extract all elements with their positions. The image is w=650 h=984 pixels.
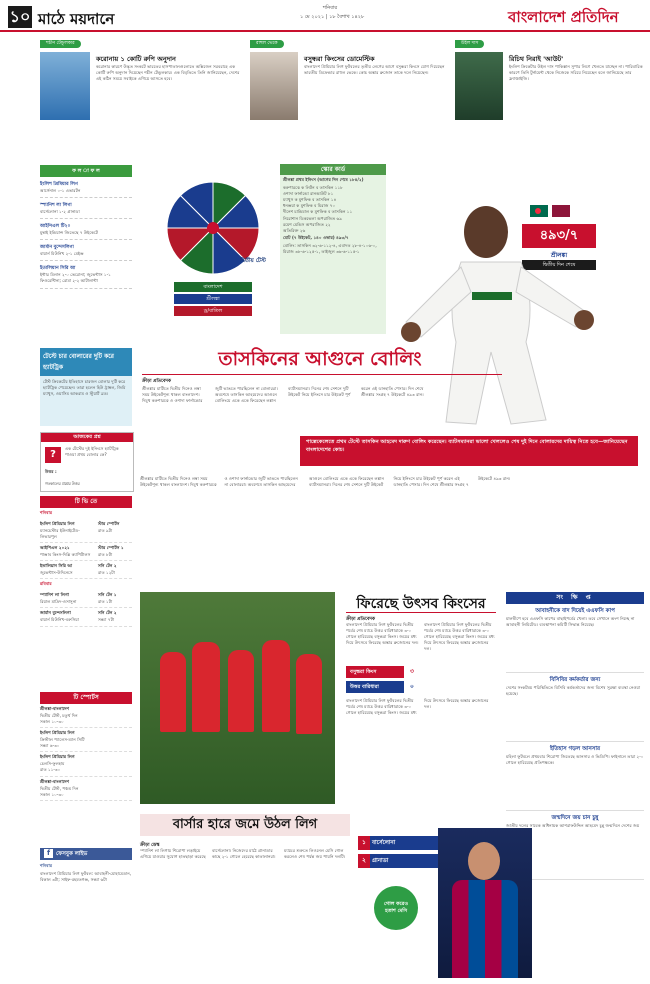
tv-day-label-2: রবিবার: [40, 581, 52, 587]
tsports-detail: ক্রিস্টাল প্যালেস-ম্যান সিটি: [40, 737, 85, 743]
result-text: আর্সেনাল ০-১ এভারটন: [40, 188, 81, 193]
short-body: জাতীয় দলের সাবেক অধিনায়ক আশরাফউদ্দিন আহমেদ চুন্নু জন্মদিনে দেশের জয়: [506, 823, 640, 828]
page-title: মাঠে ময়দানে: [38, 10, 115, 28]
scorecard-title: স্কোর কার্ড: [280, 164, 386, 175]
tv-league: আইপিএল ২০২১: [40, 545, 70, 551]
results-box: [40, 165, 132, 289]
tv-match: ম্যানচেস্টার ইউনাইটেড-লিভারপুল: [40, 528, 80, 540]
tsports-event: ইংলিশ প্রিমিয়ার লিগ: [40, 754, 75, 760]
tv-row: [40, 543, 132, 561]
facebook-icon: f: [44, 849, 53, 858]
barca-goal-badge: গোল করেও হতাশ মেসি: [374, 886, 418, 930]
facebook-title: [40, 848, 132, 860]
tsports-detail: দ্বিতীয় টেস্ট, পঞ্চম দিন: [40, 785, 79, 791]
tsports-event: শ্রীলঙ্কা-বাংলাদেশ: [40, 778, 70, 784]
tv-box: [40, 496, 132, 627]
tsports-title: টি স্পোর্টস: [40, 692, 132, 704]
barca-byline: ক্রীড়া ডেস্ক: [140, 843, 160, 848]
short-item: [506, 604, 644, 673]
barca-headline: বার্সার হারে জমে উঠল লিগ: [140, 814, 350, 836]
kings-body-cont: বাংলাদেশ প্রিমিয়ার লিগ ফুটবলের দ্বিতীয় পর্বের শেষ ম্যাচে উত্তর বারিধারাকে ৩-০ গোলে হারিয়েছে বসুন্ধরা কিংস। জয়ের মধ্য দিয়ে উৎসবে ফিরেছে অস্কার ব্রুজোনের দল।: [346, 698, 489, 716]
kings-team2: উত্তর বারিধারা: [346, 681, 420, 693]
tv-time: রাত ৮টা: [98, 552, 113, 558]
tsports-time: রাত ১১-৩০: [40, 767, 61, 773]
main-quote: পাল্লেকেলেতে প্রথম টেস্টে তাসকিন আহমেদ দারুণ বোলিং করেছেন। ব্যাটসম্যানরা ভালো খেললেও শেষ দুই দিনে বোলারদের দায়িত্ব নিতে হবে—জানিয়েছেন বাংলাদেশের কোচ।: [300, 436, 638, 466]
tv-match: বায়ার্ন মিউনিখ-বরুসিয়া: [40, 617, 79, 623]
facebook-day: শনিবার: [40, 863, 53, 868]
match-team: শ্রীলঙ্কা: [550, 252, 568, 259]
short-body: দেশের সংকটময় পরিস্থিতিতে বিসিবি কর্মকর্তাদের জন্য বিশেষ সুরক্ষা ব্যবস্থা নেওয়া হয়েছে।: [506, 685, 641, 697]
story-title: বসুন্ধরা কিংসের ডোমেস্টিক: [304, 55, 375, 63]
tv-match: রিয়াল মাদ্রিদ-ওসাসুনা: [40, 599, 77, 605]
kings-score1: ৩: [404, 666, 420, 678]
photo-rahul: [250, 52, 298, 120]
tv-left: [40, 545, 95, 558]
story-title: রিচিথ নিরাই 'আউট': [509, 55, 564, 63]
scorecard-box: [280, 164, 386, 334]
match-score: ৪৯৩/৭: [522, 224, 596, 248]
short-body: মহিলা ফুটবলে প্রথমবার শিরোপা জিতেছে আনসার ও ভিডিপি। ফাইনালে তারা ২-০ গোলে হারিয়েছে প্রতিপক্ষকে।: [506, 754, 644, 766]
results-title: ফ ল া ফ ল: [40, 165, 132, 177]
story-tag: রাহুল ভেকে: [250, 40, 284, 48]
kings-headline: ফিরেছে উৎসব কিংসের: [356, 596, 486, 612]
tv-league: স্প্যানিশ লা লিগা: [40, 592, 69, 598]
hattrick-body: টেস্ট ক্রিকেটের ইতিহাসে চারজন বোলার দুটি করে হ্যাটট্রিক পেয়েছেন। তারা হলেন হিউ ট্রাম্বল, জিমি ম্যাথুস, ওয়াসিম আকরাম ও স্টুয়ার্ট ব্রড।: [43, 379, 126, 397]
quiz-note: গতকালের প্রশ্নের উত্তর: [45, 481, 80, 486]
tsports-row: [40, 752, 132, 776]
tv-league: ইতালিয়ান সিরি আ: [40, 563, 73, 569]
pie-area: [144, 170, 282, 330]
tv-time: রাত ৯টা: [98, 528, 113, 533]
scorecard-line: ধনঞ্জয়া ক মুশফিক ব মিরাজ ৭০: [283, 203, 336, 209]
kings-rule: [346, 612, 496, 613]
result-item: [40, 198, 132, 219]
hattrick-box: [40, 348, 132, 426]
hattrick-title: টেস্টে চার বোলারের দুটি করে হ্যাটট্রিক: [40, 348, 132, 376]
quiz-answer-label: উত্তর :: [45, 469, 57, 474]
scorecard-line: রমেশ মেন্ডিস অপরাজিত ২২: [283, 221, 331, 227]
tv-channel: স্টার স্পোর্টস ১: [98, 545, 124, 551]
scorecard-lines: [280, 185, 386, 234]
result-heading: ইতালিয়ান সিরি আ: [40, 266, 76, 272]
result-text: মুম্বাই ইন্ডিয়ান্স জিতেছে ৭ উইকেটে: [40, 230, 98, 236]
tv-row: [40, 590, 132, 608]
tsports-list: [40, 704, 132, 801]
tsports-row: [40, 777, 132, 801]
tv-left: [40, 521, 95, 540]
newspaper-logo: বাংলাদেশ প্রতিদিন: [508, 8, 619, 26]
kings-body: বাংলাদেশ প্রিমিয়ার লিগ ফুটবলের দ্বিতীয় পর্বের শেষ ম্যাচে উত্তর বারিধারাকে ৩-০ গোলে হারিয়েছে বসুন্ধরা কিংস। জয়ের মধ্য দিয়ে উৎসবে ফিরেছে অস্কার ব্রুজোনের দল।: [346, 622, 419, 646]
tv-right: [98, 521, 132, 540]
scorecard-innings: শ্রীলঙ্কা প্রথম ইনিংস (আগের দিন শেষে ১৮৪/২): [283, 177, 364, 182]
result-text: ইন্টার মিলান ২-০ ভেরোনা; জুভেন্টাস ১-১ ফিওরেন্টিনা; রোমা ২-২ আটালান্টা: [40, 272, 111, 284]
short-item: [506, 673, 644, 742]
tsports-row: [40, 728, 132, 752]
short-heading: ইতিহাস গড়ল আনসার: [549, 746, 601, 752]
tv-right: [98, 592, 132, 605]
result-text: বায়ার্ন মিউনিখ ২-১ মেইঞ্জ: [40, 251, 84, 257]
headline-rule: [142, 374, 502, 375]
short-heading: আবাহনীকে বাদ দিয়েই এএফসি কাপ: [535, 608, 615, 614]
legend-draw: ড্র/বাতিল: [174, 306, 252, 316]
short-body: মালদ্বীপে হবে এএফসি কাপের বাছাইপর্বের খেলা। তবে সেখানে অংশ নিচ্ছে না আবাহনী লিমিটেড। ব্যবস্থাপনা কমিটি সিদ্ধান্ত নিয়েছে।: [506, 616, 635, 628]
scorecard-line: নিরোশান ডিকভেলা অপরাজিত ৬৯: [283, 215, 342, 221]
kings-score2: ০: [404, 681, 420, 693]
tsports-box: [40, 692, 132, 801]
tv-time: রাত ১২টা: [98, 570, 115, 576]
result-item: [40, 177, 132, 198]
scorecard-bowling: বোলিং: তাসকিন ৩২-৬-১১২-৪, এবাদত ২৮-৪-১০৬-০, মিরাজ ৩৮-৬-১২৫-১, তাইজুল ৩৬-৬-১১৫-১: [283, 242, 377, 255]
photo-tendulkar: [40, 52, 90, 120]
top-story-1: [40, 40, 245, 148]
tv-right: [98, 610, 132, 623]
tv-left: [40, 610, 95, 623]
tsports-time: সকাল ১০-৩০: [40, 791, 64, 797]
tv-league: জার্মান বুন্দেসলিগা: [40, 610, 71, 616]
facebook-box: [40, 848, 132, 883]
result-text: বার্সেলোনা ১-২ গ্রানাডা: [40, 209, 80, 215]
story-tag: উইল দাস: [455, 40, 484, 48]
tsports-time: সন্ধ্যা ৬-৩০: [40, 743, 60, 749]
main-headline: তাসকিনের আগুনে বোলিং: [218, 348, 422, 370]
tsports-time: সকাল ১০-৩০: [40, 719, 64, 725]
tv-list: [40, 519, 132, 627]
result-heading: জার্মান বুন্দেসলিগা: [40, 245, 74, 251]
main-body-cont: শ্রীলঙ্কার মাটিতে দ্বিতীয় দিনেও লম্বা সময় উইকেটশূন্য থাকল বাংলাদেশ। দিমুথ করুণারত্নে ও ওশাদা ফার্নান্ডোর জুটি ভাঙতে পারছিলেন না বোলাররা। অবশেষে তাসকিন আহমেদের আগুনে বোলিংয়ে একে একে ফিরেছেন লঙ্কান ব্যাটসম্যানরা। দিনের শেষ সেশনে দুটি উইকেট নিয়ে ইনিংসে চার উইকেট পূর্ণ করেন এই ডানহাতি পেসার। দিন শেষে শ্রীলঙ্কার সংগ্রহ ৭ উইকেটে ৪৯৩ রান।: [140, 476, 511, 488]
tv-league: ইংলিশ প্রিমিয়ার লিগ: [40, 521, 75, 526]
story-title: করোনায় ১ কোটি রুপি অনুদান: [96, 55, 176, 63]
top-story-3: [455, 40, 650, 148]
barca-team1: বার্সেলোনা: [358, 836, 446, 850]
tv-channel: স্টার স্পোর্টস: [98, 521, 120, 526]
tsports-row: [40, 704, 132, 728]
tv-day-label: শনিবার: [40, 510, 53, 515]
messi-photo: [438, 828, 532, 978]
tv-row: [40, 608, 132, 626]
short-item: [506, 742, 644, 811]
header-day: শনিবার: [322, 5, 338, 11]
tv-left: [40, 592, 95, 605]
tv-time: রাত ১টা: [98, 599, 113, 605]
story-tag: শচীন টেন্ডুলকার: [40, 40, 81, 48]
result-heading: ইংলিশ প্রিমিয়ার লিগ: [40, 182, 78, 187]
top-story-2: [250, 40, 450, 148]
tv-channel: সনি টেন ২: [98, 563, 117, 569]
header-date: ১ মে ২০২১ | ১৮ বৈশাখ ১৪২৮: [300, 14, 365, 20]
result-heading: স্প্যানিশ লা লিগা: [40, 203, 72, 209]
tv-match: পাঞ্জাব কিংস-দিল্লি ক্যাপিটালস: [40, 552, 91, 558]
tsports-event: ইংলিশ প্রিমিয়ার লিগ: [40, 730, 75, 736]
tv-row: [40, 519, 132, 543]
facebook-title-text: ফেসবুক লাইভ: [56, 851, 88, 857]
tsports-detail: দ্বিতীয় টেস্ট, চতুর্থ দিন: [40, 713, 78, 718]
story-body: বাংলাদেশ প্রিমিয়ার লিগ ফুটবলের তৃতীয় লেগের আগে বসুন্ধরা কিংসে যোগ দিয়েছেন ভারতীয় ডিফেন্ডার রাহুল ভেকে। কোচ অস্কার ব্রুজোন তাকে দলে নিয়েছেন।: [304, 64, 445, 76]
barca-score2: ২: [358, 854, 370, 868]
legend-bangladesh: বাংলাদেশ: [174, 282, 252, 292]
question-mark-icon: ?: [45, 447, 61, 463]
quiz-question: এক টেস্টের দুই ইনিংসে হ্যাটট্রিক পাওয়া প্রথম বোলার কে?: [65, 446, 119, 458]
cricket-ball-icon: [207, 222, 219, 234]
page-number: ১০: [9, 7, 31, 26]
short-heading: বিসিবির কর্মকর্তার জন্য: [549, 677, 601, 683]
tv-match: জুভেন্টাস-উদিনেসে: [40, 570, 73, 576]
tv-row: [40, 561, 132, 579]
kings-body-side: বাংলাদেশ প্রিমিয়ার লিগ ফুটবলের দ্বিতীয় পর্বের শেষ ম্যাচে উত্তর বারিধারাকে ৩-০ গোলে হারিয়েছে বসুন্ধরা কিংস। জয়ের মধ্য দিয়ে উৎসবে ফিরেছে অস্কার ব্রুজোনের দল।: [424, 622, 495, 652]
tv-time: সন্ধ্যা ৭টা: [98, 617, 115, 623]
main-byline: ক্রীড়া প্রতিবেদক: [142, 379, 171, 384]
tv-right: [98, 563, 132, 576]
pie-center-label: দ্বিতীয় টেস্ট: [240, 258, 266, 264]
tv-channel: সনি টেন ১: [98, 592, 117, 598]
results-list: [40, 177, 132, 289]
kings-team1: বসুন্ধরা কিংস: [346, 666, 420, 678]
scorecard-line: ওশাদা ফার্নান্ডো রানআউট ৮১: [283, 191, 334, 197]
tv-title: টি ভি তে: [40, 496, 132, 508]
result-item: [40, 261, 132, 288]
result-item: [40, 240, 132, 261]
kings-photo: [140, 592, 335, 804]
facebook-body: বাংলাদেশ প্রিমিয়ার লিগ ফুটবল: আবাহনী-মোহামেডান, বিকাল ৩টা; সাইফ-রহমতগঞ্জ, সন্ধ্যা ৬টা: [40, 871, 132, 883]
tv-left: [40, 563, 95, 576]
shorts-title: সং ক্ষি প্ত: [506, 592, 644, 604]
kings-byline: ক্রীড়া প্রতিবেদক: [346, 617, 375, 622]
scorecard-line: দীনেশ চান্ডিমাল ক মুশফিক ব তাসকিন ১১: [283, 209, 353, 215]
barca-team2: গ্রানাডা: [358, 854, 446, 868]
tsports-detail: চেলসি-ফুলহাম: [40, 761, 65, 767]
barca-body: স্প্যানিশ লা লিগায় শিরোপা লড়াইয়ে এগিয়ে যাওয়ার সুযোগ হাতছাড়া করেছে বার্সেলোনা। নিজেদের মাঠে গ্রানাডার কাছে ২-১ গোলে হেরেছে কাতালানরা। ম্যাচের শুরুতে লিওনেল মেসি গোল করলেও শেষ পর্যন্ত জয় পায়নি দলটি।: [140, 848, 346, 860]
photo-will: [455, 52, 503, 120]
story-body: ইংলিশ ক্রিকেটার উইল দাস পাকিস্তান সুপার লিগে খেলতে যাচ্ছেন না। পারিবারিক কারণে তিনি টুর্নামেন্ট থেকে নিজেকে সরিয়ে নিয়েছেন বলে জানিয়েছে তার ফ্র্যাঞ্চাইজি।: [509, 64, 643, 82]
quiz-title: আজকের প্রশ্ন: [41, 433, 133, 442]
quiz-box: [40, 432, 134, 492]
header-rule: [0, 30, 650, 32]
tsports-event: শ্রীলঙ্কা-বাংলাদেশ: [40, 706, 70, 711]
scorecard-line: করুণারত্নে ক লিটন ব তাসকিন ১১৮: [283, 185, 343, 191]
main-body: শ্রীলঙ্কার মাটিতে দ্বিতীয় দিনেও লম্বা সময় উইকেটশূন্য থাকল বাংলাদেশ। দিমুথ করুণারত্নে ও ওশাদা ফার্নান্ডোর জুটি ভাঙতে পারছিলেন না বোলাররা। অবশেষে তাসকিন আহমেদের আগুনে বোলিংয়ে একে একে ফিরেছেন লঙ্কান ব্যাটসম্যানরা। দিনের শেষ সেশনে দুটি উইকেট নিয়ে ইনিংসে চার উইকেট পূর্ণ করেন এই ডানহাতি পেসার। দিন শেষে শ্রীলঙ্কার সংগ্রহ ৭ উইকেটে ৪৯৩ রান।: [142, 386, 424, 404]
match-status: দ্বিতীয় দিন শেষে: [522, 260, 596, 270]
tv-channel: সনি টেন ২: [98, 610, 117, 616]
barca-score1: ১: [358, 836, 370, 850]
scorecard-line: ম্যাথুস ক মুশফিক ব তাসকিন ১৪: [283, 197, 337, 203]
legend-srilanka: শ্রীলঙ্কা: [174, 294, 252, 304]
tv-right: [98, 545, 132, 558]
story-body: করোনার কারণে উদ্ভূত সংকটে ভারতের হাসপাতালগুলোতে অক্সিজেন সরবরাহে এক কোটি রুপি অনুদান দিয়েছেন শচীন টেন্ডুলকার। এক বিবৃতিতে তিনি জানিয়েছেন, দেশের এই কঠিন সময়ে সবাইকে এগিয়ে আসতে হবে।: [96, 64, 240, 82]
short-heading: জন্মদিনে জয় চান চুন্নু: [551, 815, 599, 821]
result-item: [40, 219, 132, 240]
scorecard-total: মোট (৭ উইকেট, ১৪০ ওভার) ৪৯৩/৭: [283, 234, 349, 240]
scorecard-line: অতিরিক্ত ২৬: [283, 227, 306, 233]
result-heading: আইপিএল টি২০: [40, 224, 71, 230]
